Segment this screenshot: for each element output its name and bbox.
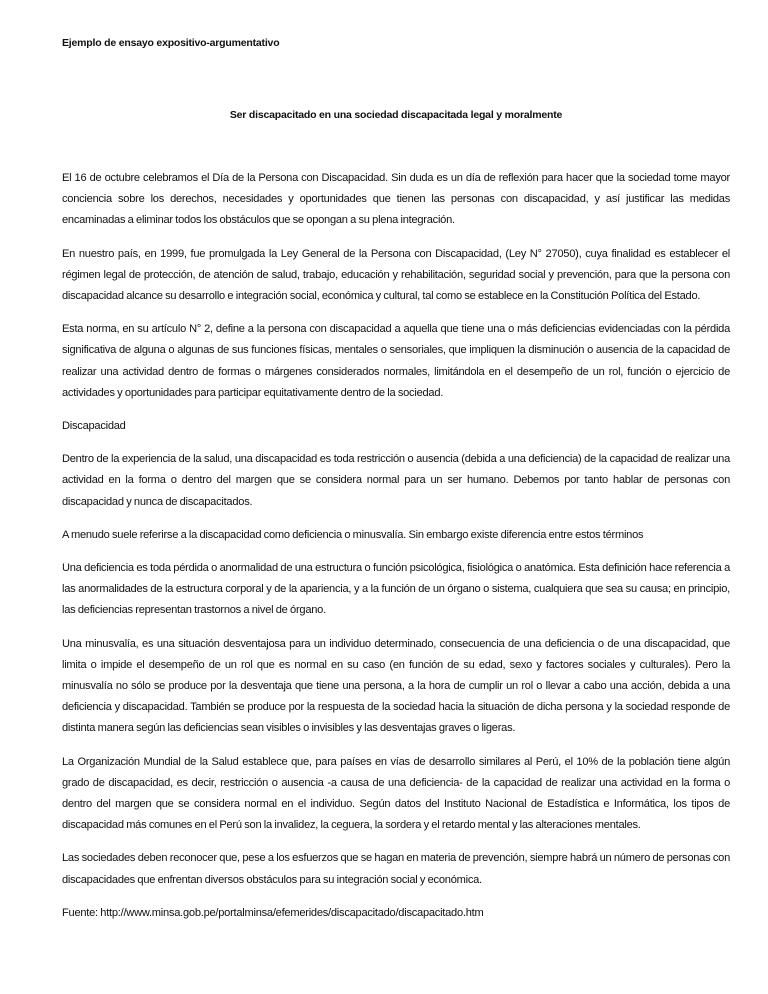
paragraph-terms: A menudo suele referirse a la discapacidad como deficiencia o minusvalía. Sin embargo existe diferencia entre estos términos xyxy=(62,528,644,541)
paragraph-oms: La Organización Mundial de la Salud establece que, para países en vías de desarrollo similares al Perú, el 10% de la población tiene algún grado de discapacidad, es decir, restricción o ausencia -a causa de una deficiencia- de la capacidad de realizar una actividad en la forma o dentro del margen que se considera normal en el individuo. Según datos del Instituto Nacional de Estadística e Informática, los tipos de discapacidad más comunes en el Perú son la invalidez, la ceguera, la sordera y el retardo mental y las alteraciones mentales. xyxy=(62,755,730,832)
document-header: Ejemplo de ensayo expositivo-argumentativo xyxy=(62,37,280,49)
paragraph-intro: El 16 de octubre celebramos el Día de la Persona con Discapacidad. Sin duda es un día de reflexión para hacer que la sociedad tome mayor conciencia sobre los derechos, necesidades y oportunidades que tienen las personas con discapacidad, y así justificar las medidas encaminadas a eliminar todos los obstáculos que se opongan a su plena integración. xyxy=(62,172,730,227)
source-citation: Fuente: http://www.minsa.gob.pe/portalminsa/efemerides/discapacitado/discapacitado.htm xyxy=(62,906,484,919)
paragraph-minusvalia: Una minusvalía, es una situación desventajosa para un individuo determinado, consecuencia de una deficiencia o de una discapacidad, que limita o impide el desempeño de un rol que es normal en su caso (en función de su edad, sexo y factores sociales y culturales). Pero la minusvalía no sólo se produce por la desventaja que tiene una persona, a la hora de cumplir un rol o llevar a cabo una acción, debida a una deficiencia y discapacidad. También se produce por la respuesta de la sociedad hacia la situación de dicha persona y la sociedad responde de distinta manera según las deficiencias sean visibles o invisibles y las desventajas graves o ligeras. xyxy=(62,637,730,735)
paragraph-definition: Dentro de la experiencia de la salud, una discapacidad es toda restricción o ausencia (debida a una deficiencia) de la capacidad de realizar una actividad en la forma o dentro del margen que se considera normal para un ser humano. Debemos por tanto hablar de personas con discapacidad y nunca de discapacitados. xyxy=(62,453,730,508)
paragraph-conclusion: Las sociedades deben reconocer que, pese a los esfuerzos que se hagan en materia de prevención, siempre habrá un número de personas con discapacidades que enfrentan diversos obstáculos para su integración social y económica. xyxy=(62,852,730,886)
paragraph-law: En nuestro país, en 1999, fue promulgada la Ley General de la Persona con Discapacidad, (Ley N° 27050), cuya finalidad es establecer el régimen legal de protección, de atención de salud, trabajo, educación y rehabilitación, seguridad social y prevención, para que la persona con discapacidad alcance su desarrollo e integración social, económica y cultural, tal como se establece en la Constitución Política del Estado. xyxy=(62,247,730,303)
essay-title: Ser discapacitado en una sociedad discapacitada legal y moralmente xyxy=(229,109,563,121)
section-heading-discapacidad: Discapacidad xyxy=(62,420,126,433)
essay-body xyxy=(62,168,730,936)
paragraph-article: Esta norma, en su artículo N° 2, define a la persona con discapacidad a aquella que tiene una o más deficiencias evidenciadas con la pérdida significativa de alguna o algunas de sus funciones físicas, mentales o sensoriales, que impliquen la disminución o ausencia de la capacidad de realizar una actividad dentro de formas o márgenes considerados normales, limitándola en el desempeño de un rol, función o ejercicio de actividades y oportunidades para participar equitativamente dentro de la sociedad. xyxy=(62,323,730,399)
paragraph-deficiencia: Una deficiencia es toda pérdida o anormalidad de una estructura o función psicológica, fisiológica o anatómica. Esta definición hace referencia a las anormalidades de la estructura corporal y de la apariencia, y a la función de un órgano o sistema, cualquiera que sea su causa; en principio, las deficiencias representan trastornos a nivel de órgano. xyxy=(62,562,730,617)
